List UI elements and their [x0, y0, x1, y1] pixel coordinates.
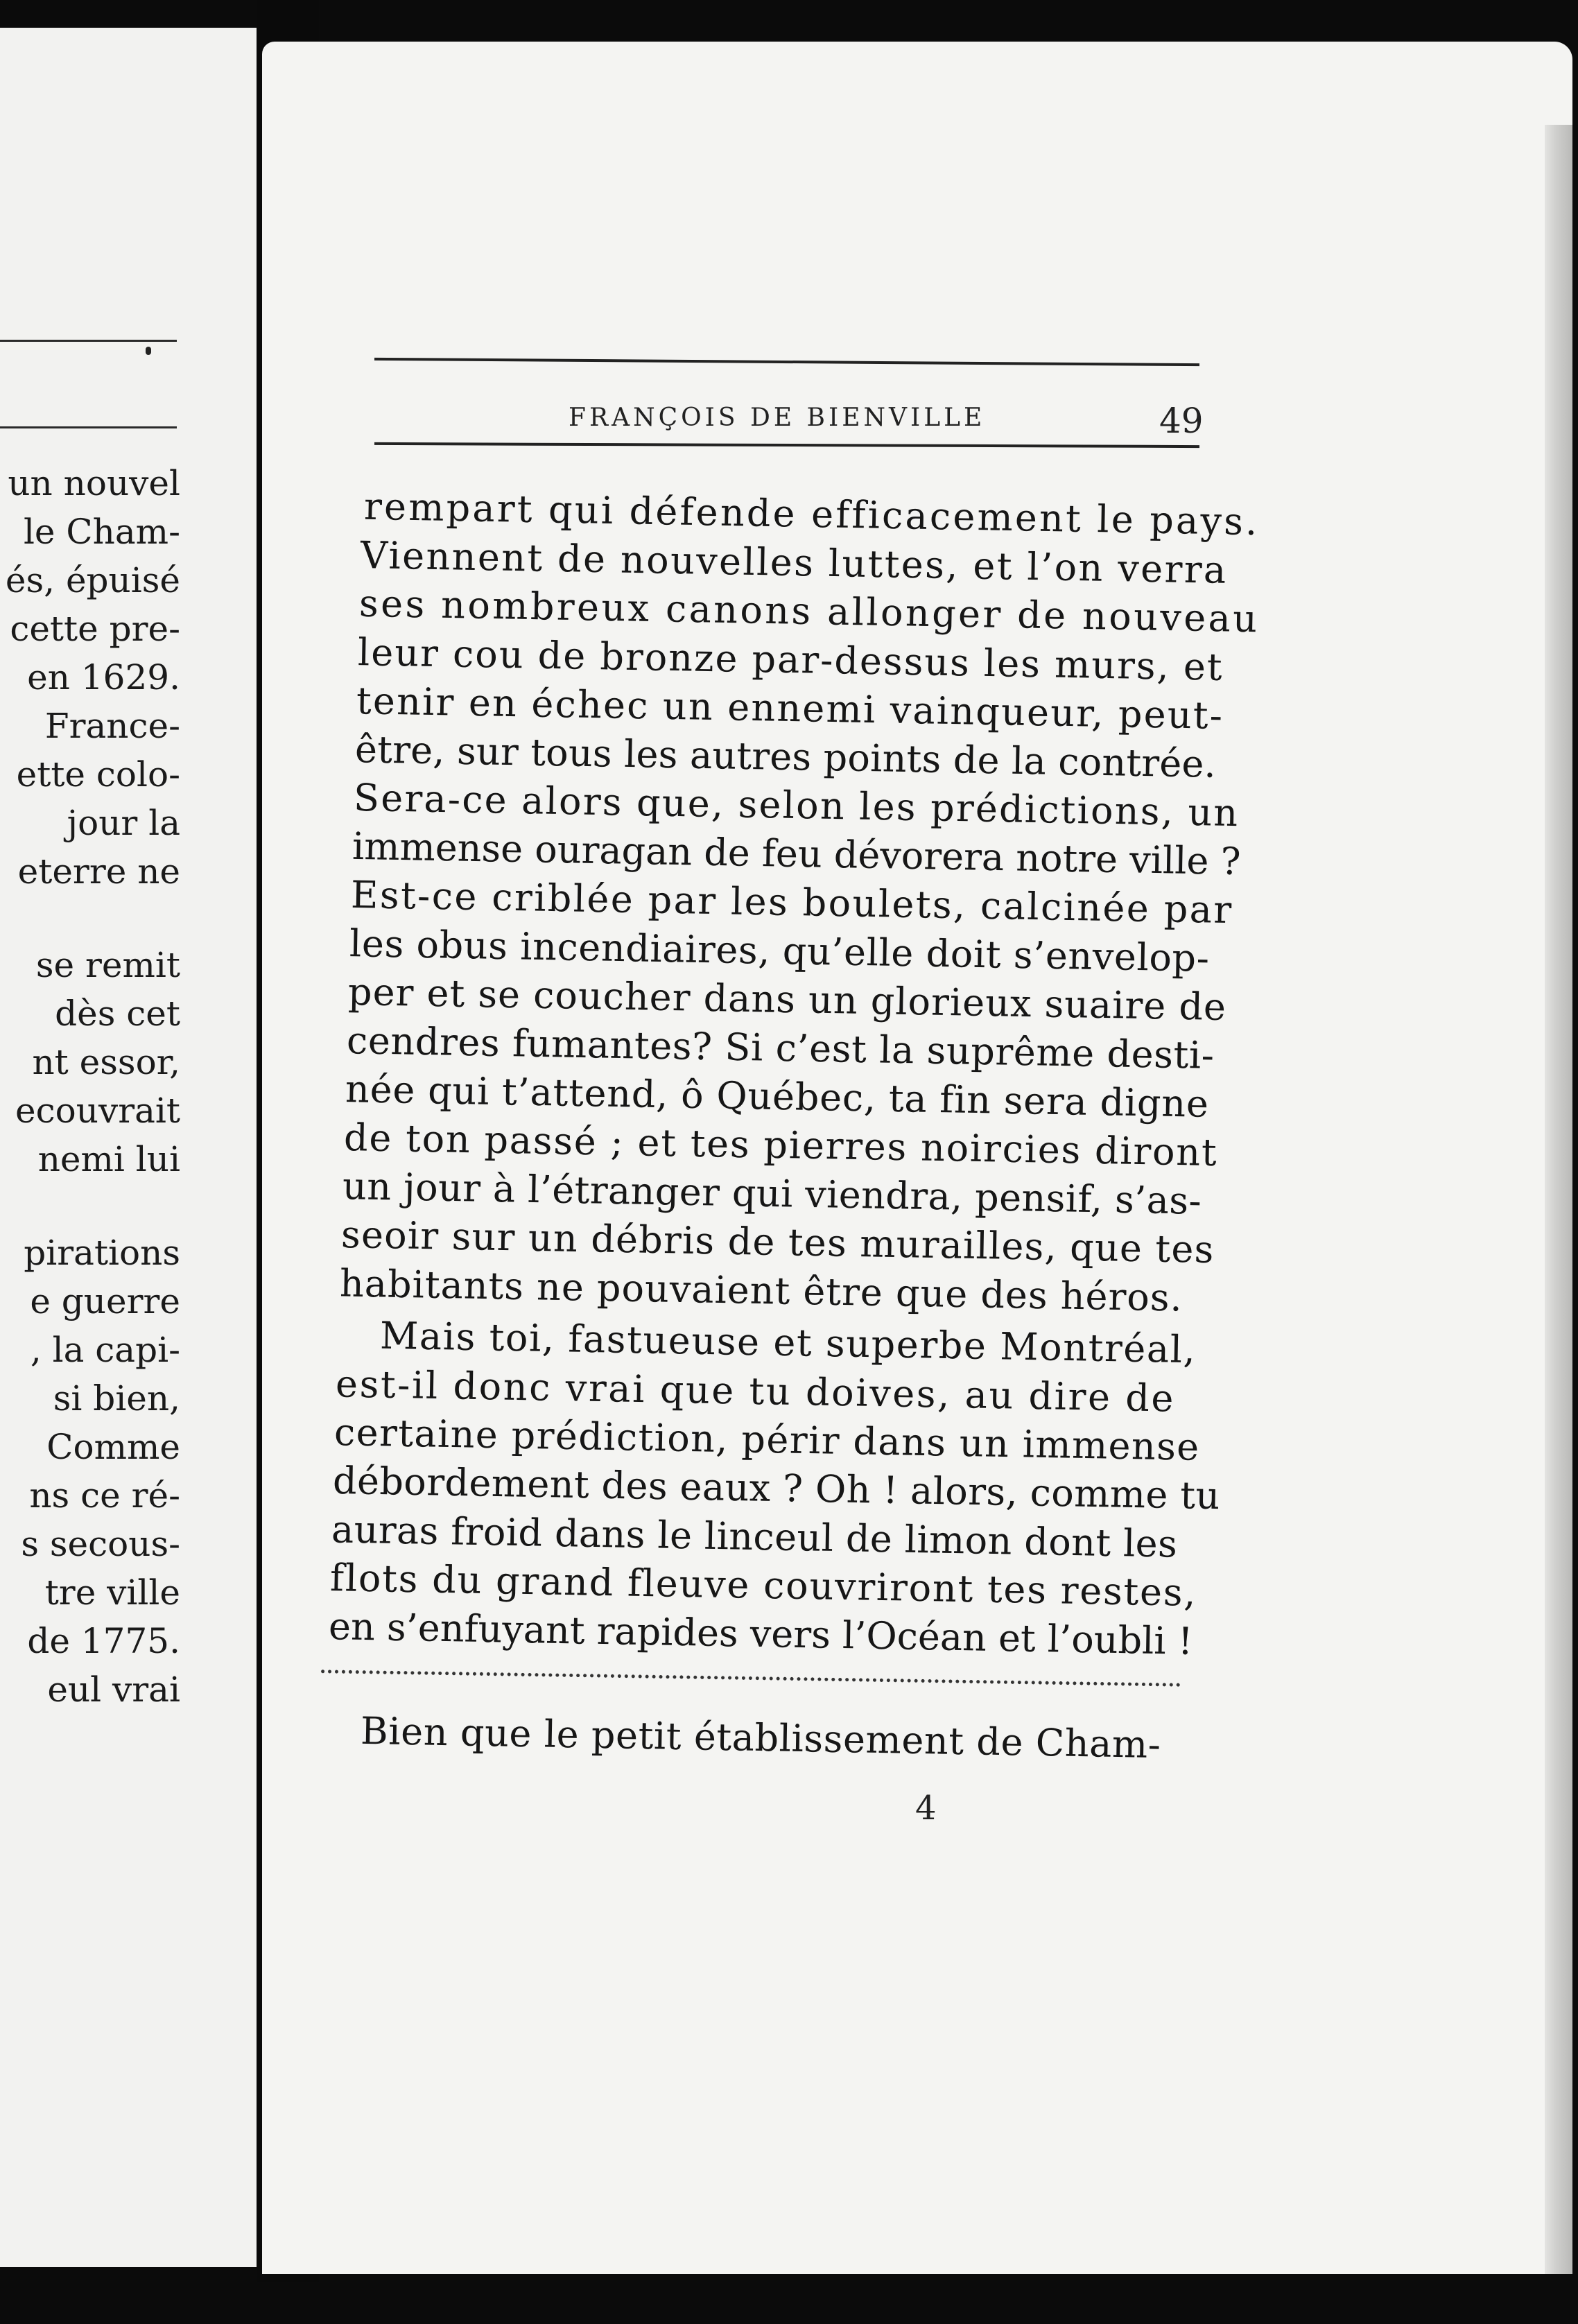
running-head: FRANÇOIS DE BIENVILLE — [569, 404, 986, 432]
body-line: Bien que le petit établissement de Cham- — [360, 1708, 1162, 1767]
body-line: en s’enfuyant rapides vers l’Océan et l’oubli ! — [328, 1604, 1194, 1663]
page-edge — [1545, 125, 1572, 2274]
left-page-bottom-rule — [0, 426, 177, 428]
ink-speck — [146, 347, 151, 355]
left-page-line: eul vrai — [47, 1670, 180, 1710]
body-line: Est-ce criblée par les boulets, calcinée par — [350, 872, 1234, 933]
body-line: ses nombreux canons allonger de nouveau — [358, 581, 1260, 641]
body-line: cendres fumantes? Si c’est la suprême desti- — [346, 1018, 1215, 1077]
left-page-line: , la capi- — [30, 1330, 180, 1370]
body-line: née qui t’attend, ô Québec, ta fin sera digne — [345, 1067, 1210, 1126]
left-page-top-rule — [0, 340, 177, 342]
body-line: débordement des eaux ? Oh ! alors, comme tu — [332, 1458, 1221, 1518]
body-line: les obus incendiaires, qu’elle doit s’envelop- — [349, 921, 1211, 980]
left-page-line: eterre ne — [17, 851, 180, 892]
body-line: habitants ne pouvaient être que des héros. — [339, 1261, 1184, 1320]
left-page-line: de 1775. — [27, 1621, 180, 1661]
left-page-line: ette colo- — [16, 754, 180, 795]
body-line: un jour à l’étranger qui viendra, pensif, s’as- — [342, 1164, 1202, 1223]
left-page-line: dès cet — [55, 994, 180, 1034]
left-page — [0, 28, 257, 2267]
body-line: être, sur tous les autres points de la contrée. — [354, 727, 1217, 786]
body-line: de ton passé ; et tes pierres noircies diront — [343, 1116, 1218, 1174]
body-line: est-il donc vrai que tu doives, au dire de — [335, 1362, 1176, 1421]
body-line: tenir en échec un ennemi vainqueur, peut- — [356, 679, 1224, 738]
body-line: immense ouragan de feu dévorera notre ville ? — [352, 824, 1242, 884]
left-page-line: Comme — [46, 1427, 180, 1467]
left-page-line: s secous- — [21, 1524, 180, 1564]
left-page-line: e guerre — [30, 1281, 180, 1321]
body-line: Viennent de nouvelles luttes, et l’on verra — [360, 533, 1229, 592]
left-page-line: tre ville — [44, 1572, 180, 1613]
body-line: Mais toi, fastueuse et superbe Montréal, — [379, 1313, 1197, 1372]
body-line: seoir sur un débris de tes murailles, que tes — [340, 1213, 1215, 1272]
left-page-line: ns ce ré- — [29, 1475, 180, 1516]
left-page-line: nt essor, — [32, 1042, 180, 1082]
body-line: certaine prédiction, périr dans un immense — [333, 1410, 1201, 1469]
left-page-line: és, épuisé — [5, 560, 180, 600]
body-line: flots du grand fleuve couvriront tes restes, — [329, 1556, 1197, 1615]
left-page-line: cette pre- — [10, 609, 180, 649]
left-page-line: en 1629. — [27, 657, 180, 697]
left-page-line: nemi lui — [37, 1139, 180, 1179]
left-page-line: si bien, — [53, 1378, 180, 1419]
left-page-line: se remit — [35, 945, 180, 985]
left-page-line: le Cham- — [23, 512, 180, 552]
page-number: 49 — [1159, 401, 1204, 441]
signature-mark: 4 — [915, 1789, 937, 1828]
body-line: rempart qui défende efficacement le pays. — [363, 484, 1260, 544]
body-line: per et se coucher dans un glorieux suaire de — [347, 969, 1227, 1030]
left-page-line: pirations — [24, 1233, 180, 1273]
body-line: Sera-ce alors que, selon les prédictions, un — [353, 775, 1240, 835]
left-page-line: jour la — [67, 803, 180, 843]
body-line: auras froid dans le linceul de limon dont les — [331, 1507, 1178, 1566]
left-page-line: un nouvel — [8, 463, 180, 503]
body-line: leur cou de bronze par-dessus les murs, et — [357, 630, 1224, 689]
left-page-line: France- — [44, 706, 180, 746]
scan-bottom-border — [0, 2282, 1578, 2324]
left-page-line: ecouvrait — [15, 1091, 180, 1131]
